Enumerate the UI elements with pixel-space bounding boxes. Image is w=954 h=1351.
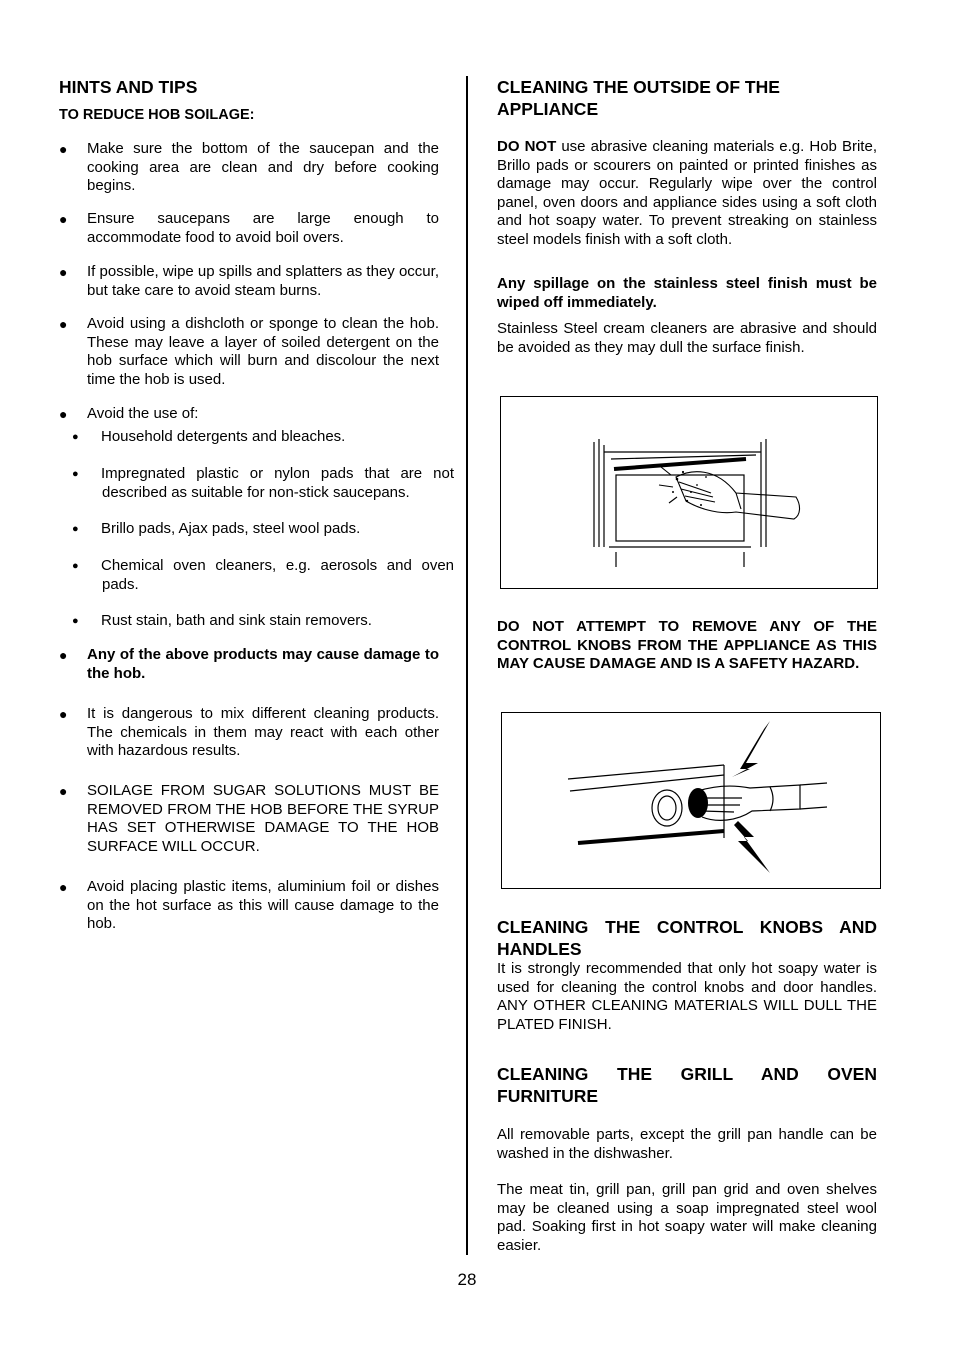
bullet-dot: ● (59, 211, 68, 227)
outside-heading: CLEANING THE OUTSIDE OF THE APPLIANCE (497, 77, 780, 119)
control-panel-drawing (502, 713, 879, 887)
outside-paragraph (497, 138, 877, 249)
avoid-item (72, 612, 454, 631)
knob-warning: DO NOT ATTEMPT TO REMOVE ANY OF THE CONTROL KNOBS FROM THE APPLIANCE AS THIS MAY CAUSE DAMAGE AND IS A SAFETY HAZARD. (497, 618, 877, 672)
column-divider (466, 76, 468, 1255)
avoid-item-text: Household detergents and bleaches. (101, 428, 346, 445)
avoid-item (72, 428, 454, 447)
knobs-paragraph: It is strongly recommended that only hot soapy water is used for cleaning the control knobs and door handles. ANY OTHER CLEANING MATERIALS WILL DULL THE PLATED FINISH. (497, 960, 877, 1033)
tip-item: Make sure the bottom of the saucepan and the cooking area are clean and dry before cooking begins. (87, 140, 439, 194)
grill-heading: CLEANING THE GRILL AND OVEN FURNITURE (497, 1064, 877, 1106)
avoid-item-text: Impregnated plastic or nylon pads that are not described as suitable for non-stick saucepans. (101, 465, 454, 501)
tip-item: Avoid using a dishcloth or sponge to clean the hob. These may leave a layer of soiled detergent on the hob surface which will burn and discolour the next time the hob is used. (87, 315, 439, 388)
hints-heading: HINTS AND TIPS (59, 77, 198, 97)
bullet-dot: ● (59, 783, 68, 799)
tip-item: It is dangerous to mix different cleaning products. The chemicals in them may react with each other with hazardous results. (87, 705, 439, 759)
sub-bullet-dot: ● (72, 468, 79, 480)
bullet-dot: ● (59, 316, 68, 332)
bullet-dot: ● (59, 879, 68, 895)
avoid-item (72, 465, 454, 502)
sub-bullet-dot: ● (72, 560, 79, 572)
bullet-dot: ● (59, 706, 68, 722)
bullet-dot: ● (59, 647, 68, 663)
sub-bullet-dot: ● (72, 615, 79, 627)
tip-item: Avoid placing plastic items, aluminium foil or dishes on the hot surface as this will cause damage to the hob. (87, 878, 439, 932)
avoid-item-text: Chemical oven cleaners, e.g. aerosols and oven pads. (101, 557, 454, 593)
knobs-heading: CLEANING THE CONTROL KNOBS AND HANDLES (497, 917, 877, 959)
grill-paragraph-1: All removable parts, except the grill pan handle can be washed in the dishwasher. (497, 1126, 877, 1162)
hob-soilage-subheading: TO REDUCE HOB SOILAGE: (59, 107, 255, 123)
outside-text: use abrasive cleaning materials e.g. Hob Brite, Brillo pads or scourers on painted or printed finishes as damage may occur. Regularly wipe over the control panel, oven doors and appliance sides using a soft cloth and hot soapy water. To prevent streaking on stainless steel models finish with a soft cloth. (497, 138, 877, 248)
stainless-note: Stainless Steel cream cleaners are abrasive and should be avoided as they may dull the surface finish. (497, 320, 877, 356)
damage-warning: Any of the above products may cause damage to the hob. (87, 646, 439, 682)
avoid-item-text: Rust stain, bath and sink stain removers. (101, 612, 372, 629)
bullet-dot: ● (59, 406, 68, 422)
avoid-item-text: Brillo pads, Ajax pads, steel wool pads. (101, 520, 361, 537)
oven-door-drawing (501, 397, 876, 587)
page-number: 28 (457, 1270, 477, 1289)
bullet-dot: ● (59, 264, 68, 280)
tip-item: Ensure saucepans are large enough to accommodate food to avoid boil overs. (87, 210, 439, 246)
bullet-dot: ● (59, 141, 68, 157)
avoid-item (72, 520, 454, 539)
tip-item: Avoid the use of: (87, 405, 199, 422)
sub-bullet-dot: ● (72, 523, 79, 535)
sub-bullet-dot: ● (72, 431, 79, 443)
wiping-oven-illustration (500, 396, 878, 589)
tip-item: If possible, wipe up spills and splatters as they occur, but take care to avoid steam burns. (87, 263, 439, 299)
sugar-warning: SOILAGE FROM SUGAR SOLUTIONS MUST BE REMOVED FROM THE HOB BEFORE THE SYRUP HAS SET OTHERWISE DAMAGE TO THE HOB SURFACE WILL OCCUR. (87, 782, 439, 855)
control-knob-illustration (501, 712, 881, 889)
grill-paragraph-2: The meat tin, grill pan, grill pan grid and oven shelves may be cleaned using a soap impregnated steel wool pad. Soaking first in hot soapy water will make cleaning easier. (497, 1181, 877, 1254)
do-not-lead: DO NOT (497, 138, 557, 155)
avoid-item (72, 557, 454, 594)
spillage-note: Any spillage on the stainless steel finish must be wiped off immediately. (497, 275, 877, 311)
